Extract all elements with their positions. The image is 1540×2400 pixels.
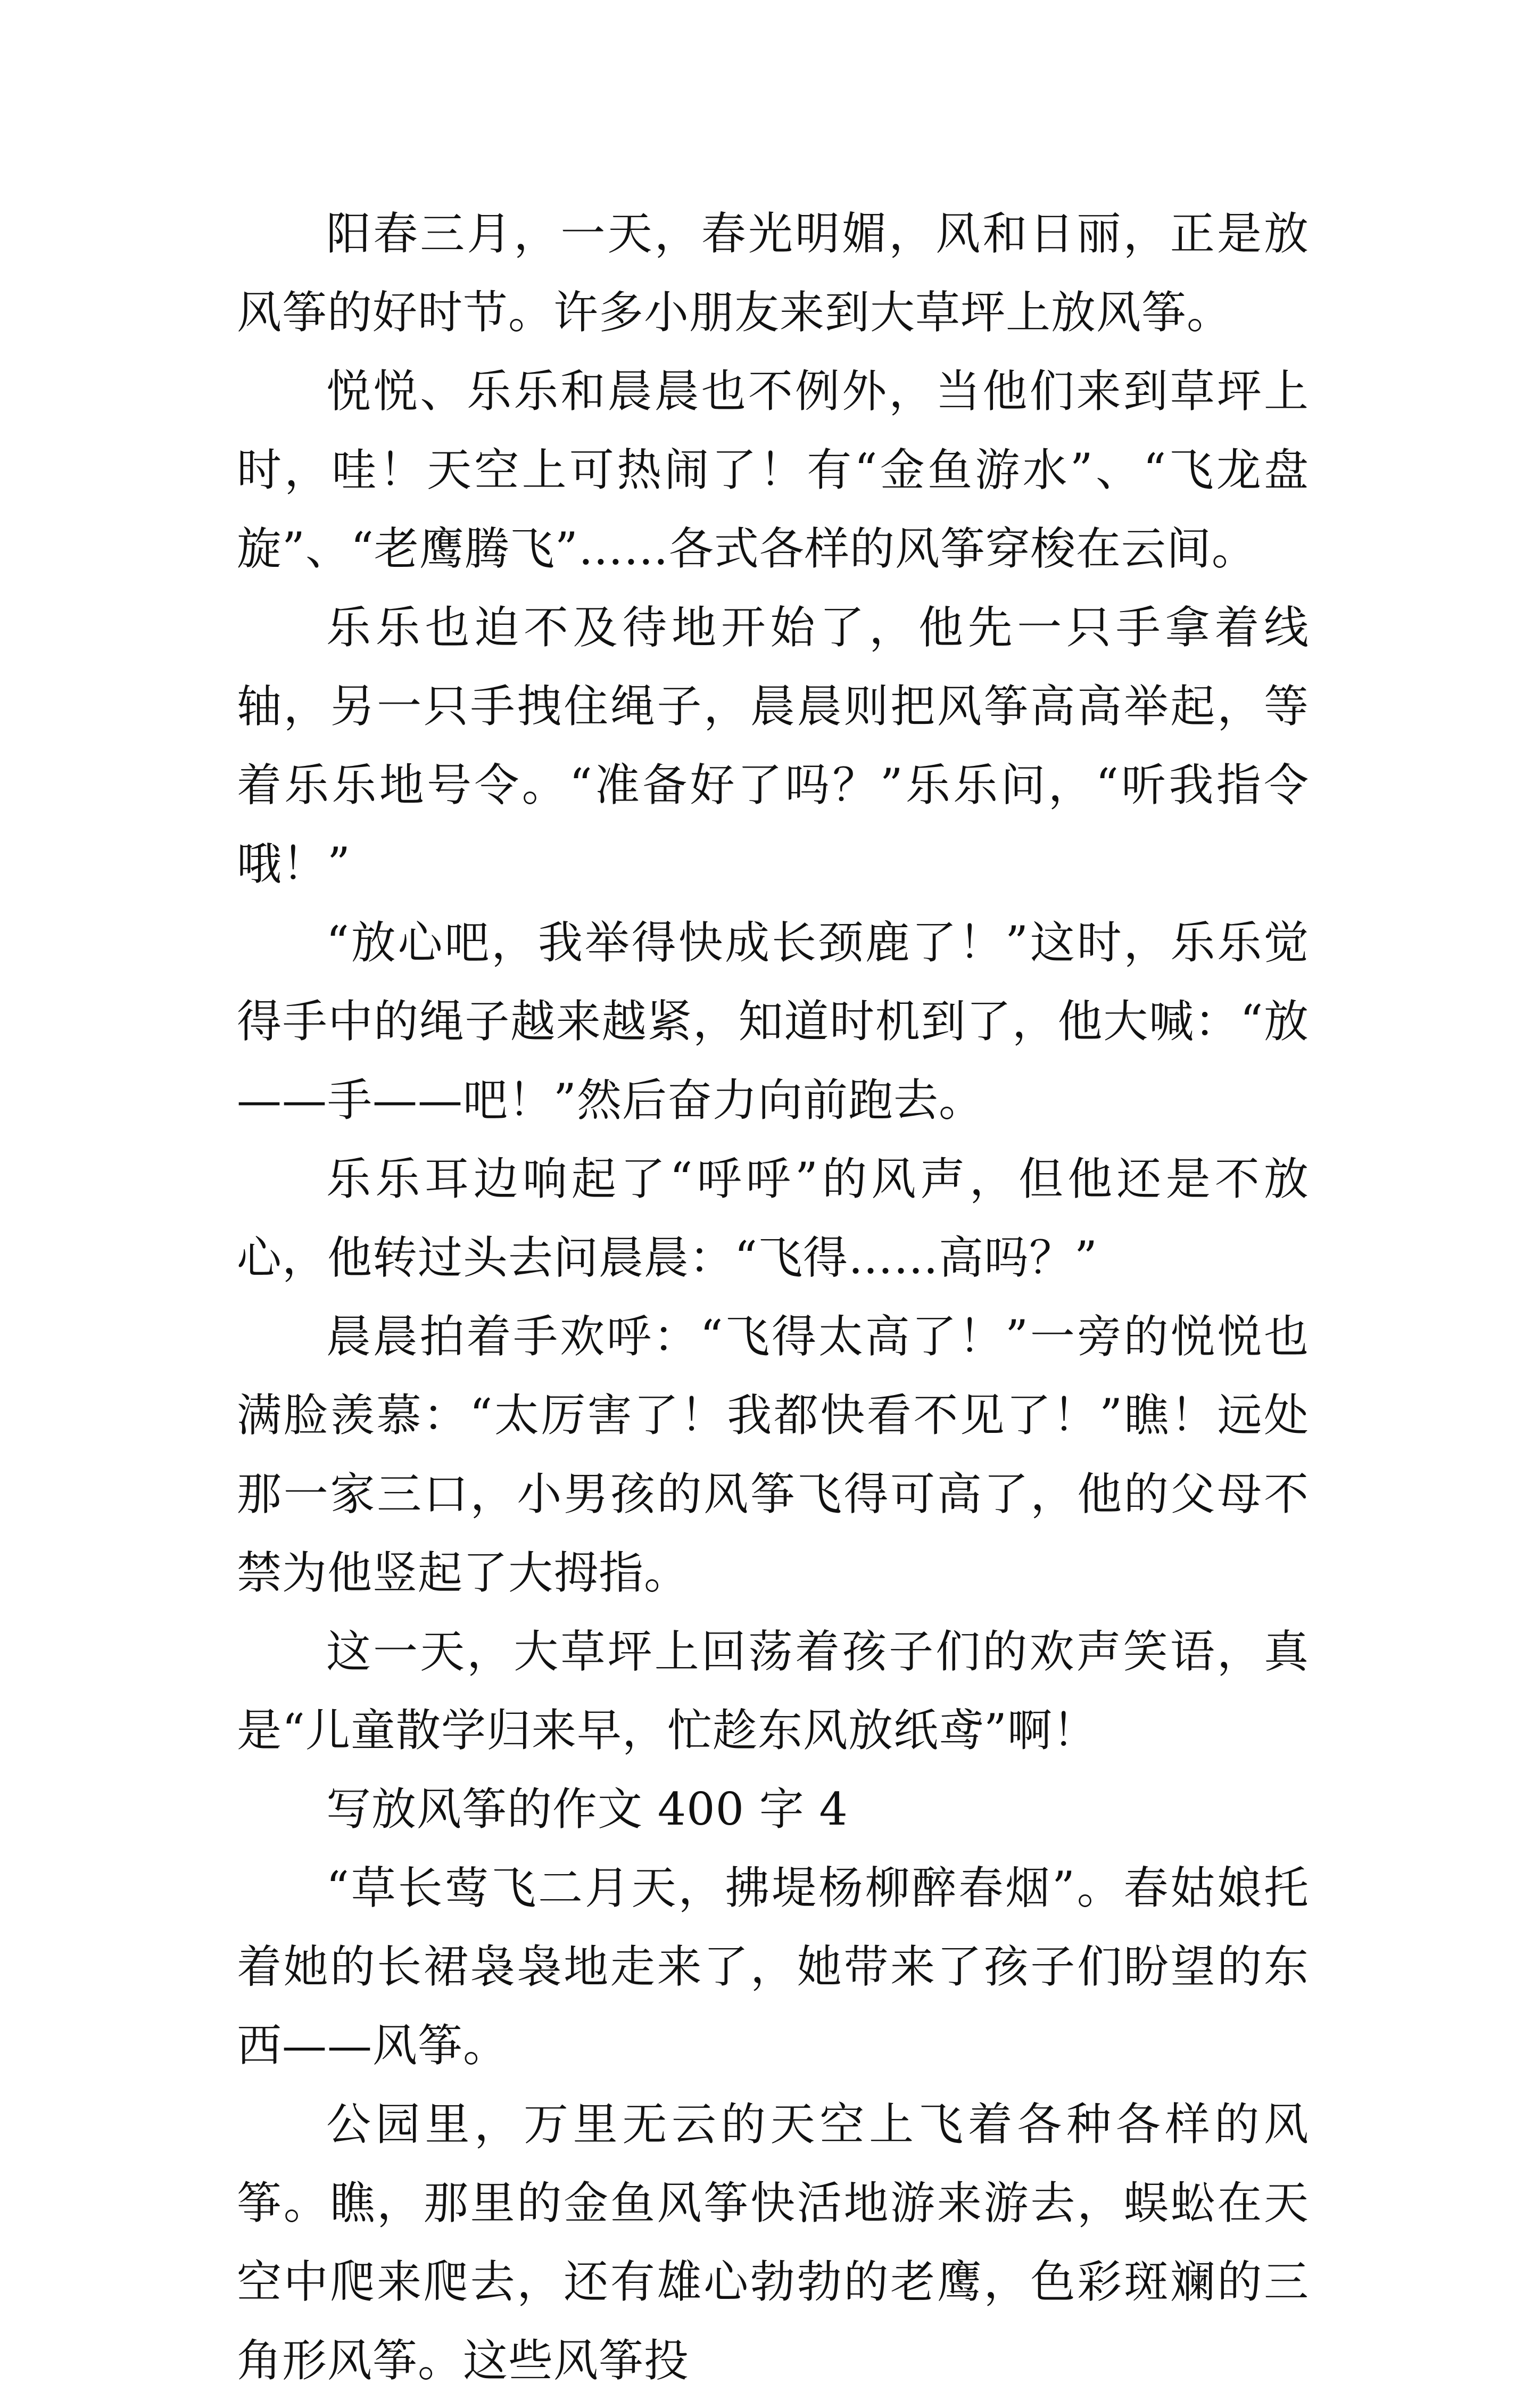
paragraph-4: “放心吧，我举得快成长颈鹿了！”这时，乐乐觉得手中的绳子越来越紧，知道时机到了，他大喊：“放——手——吧！”然后奋力向前跑去。 — [237, 917, 1309, 1126]
paragraph-6: 晨晨拍着手欢呼：“飞得太高了！”一旁的悦悦也满脸羡慕：“太厉害了！我都快看不见了！”瞧！远处那一家三口，小男孩的风筝飞得可高了，他的父母不禁为他竖起了大拇指。 — [237, 1310, 1309, 1599]
section-heading: 写放风筝的作文 400 字 4 — [326, 1783, 848, 1835]
paragraph-3: 乐乐也迫不及待地开始了，他先一只手拿着线轴，另一只手拽住绳子，晨晨则把风筝高高举起，等着乐乐地号令。“准备好了吗？”乐乐问，“听我指令哦！” — [237, 601, 1309, 890]
document-body — [237, 194, 1309, 2400]
paragraph-2: 悦悦、乐乐和晨晨也不例外，当他们来到草坪上时，哇！天空上可热闹了！有“金鱼游水”、“飞龙盘旋”、“老鹰腾飞”……各式各样的风筝穿梭在云间。 — [237, 365, 1309, 575]
paragraph-7: 这一天，大草坪上回荡着孩子们的欢声笑语，真是“儿童散学归来早，忙趁东风放纸鸢”啊！ — [237, 1626, 1309, 1756]
paragraph-1: 阳春三月，一天，春光明媚，风和日丽，正是放风筝的好时节。许多小朋友来到大草坪上放风筝。 — [237, 208, 1309, 339]
paragraph-5: 乐乐耳边响起了“呼呼”的风声，但他还是不放心，他转过头去问晨晨：“飞得……高吗？” — [237, 1153, 1309, 1284]
paragraph-9: 公园里，万里无云的天空上飞着各种各样的风筝。瞧，那里的金鱼风筝快活地游来游去，蜈蚣在天空中爬来爬去，还有雄心勃勃的老鹰，色彩斑斓的三角形风筝。这些风筝投 — [237, 2098, 1309, 2387]
paragraph-8: “草长莺飞二月天，拂堤杨柳醉春烟”。春姑娘托着她的长裙袅袅地走来了，她带来了孩子们盼望的东西——风筝。 — [237, 1862, 1309, 2072]
